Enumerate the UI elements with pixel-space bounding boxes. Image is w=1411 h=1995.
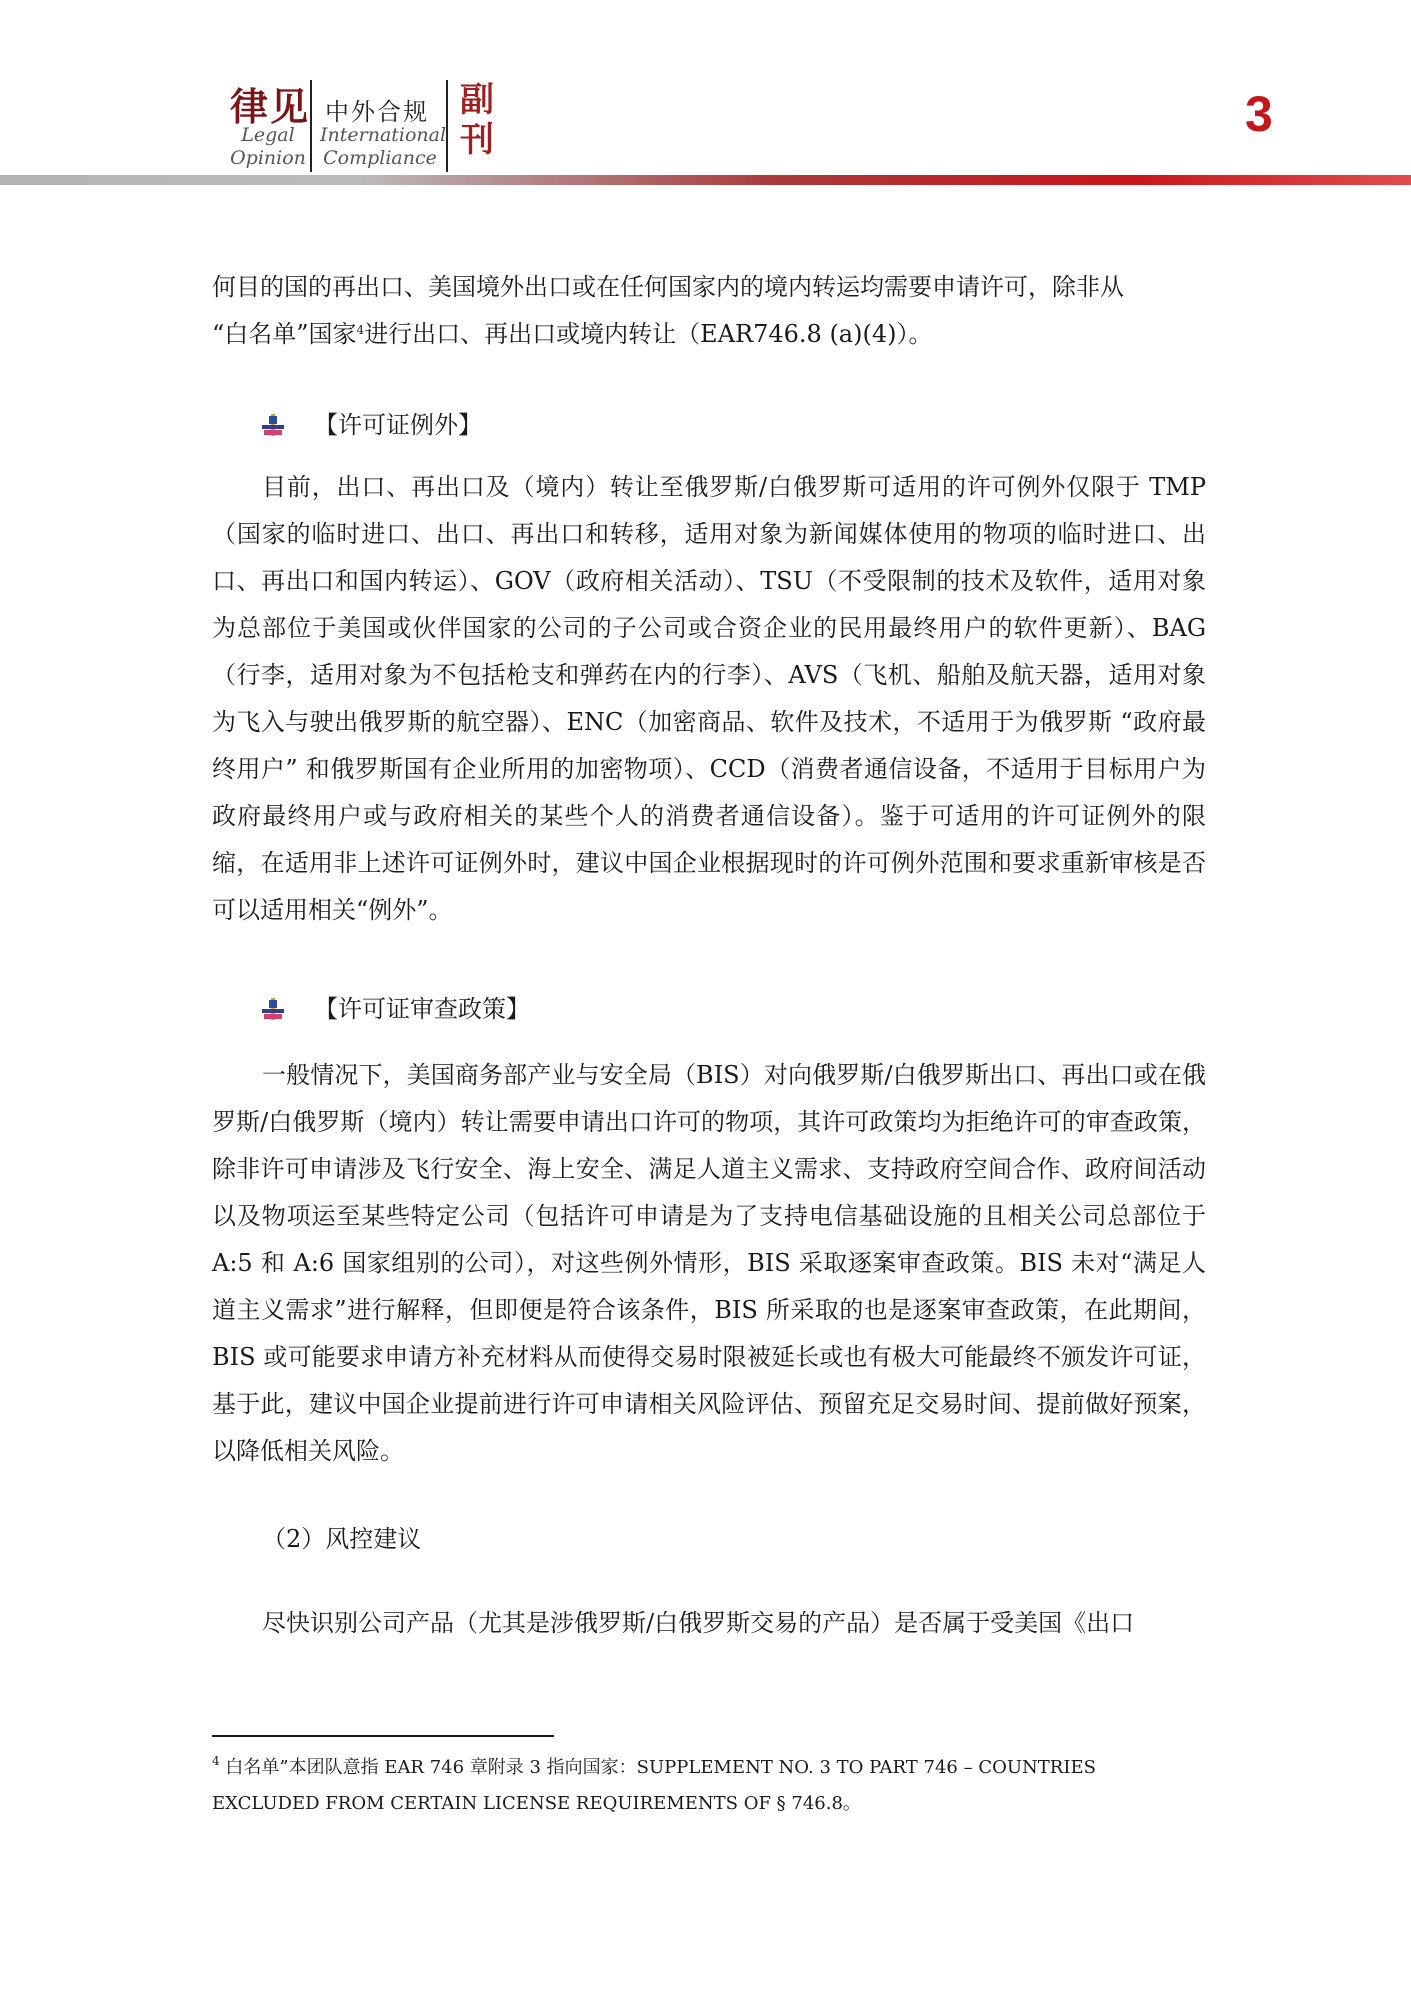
text-line: 进行出口、再出口或境内转让（EAR746.8 (a)(4)）。 (364, 320, 933, 348)
logo-international-compliance-cn: 中外合规 (325, 98, 429, 126)
page-number: 3 (1245, 86, 1273, 142)
heading-text: 【许可证审查政策】 (314, 995, 530, 1023)
paragraph-text: 目前，出口、再出口及（境内）转让至俄罗斯/白俄罗斯可适用的许可例外仅限于 TMP（国家的临时进口、出口、再出口和转移，适用对象为新闻媒体使用的物项的临时进口、出口、再出口和国内转运）、GOV（政府相关活动）、TSU（不受限制的技术及软件，适用对象为总部位于美国或伙伴国家的公司的子公司或合资企业的民用最终用户的软件更新）、BAG（行李，适用对象为不包括枪支和弹药在内的行李）、AVS（飞机、船舶及航天器，适用对象为飞入与驶出俄罗斯的航空器）、ENC（加密商品、软件及技术，不适用于为俄罗斯 “政府最终用户” 和俄罗斯国有企业所用的加密物项）、CCD（消费者通信设备，不适用于目标用户为政府最终用户或与政府相关的某些个人的消费者通信设备）。鉴于可适用的许可证例外的限缩，在适用非上述许可证例外时，建议中国企业根据现时的许可例外范围和要求重新审核是否可以适用相关“例外”。 (212, 473, 1206, 924)
text-line: 何目的国的再出口、美国境外出口或在任何国家内的境内转运均需要申请许可，除非从 (212, 273, 1124, 301)
paragraph-text: 一般情况下，美国商务部产业与安全局（BIS）对向俄罗斯/白俄罗斯出口、再出口或在俄罗斯/白俄罗斯（境内）转让需要申请出口许可的物项，其许可政策均为拒绝许可的审查政策，除非许可申请涉及飞行安全、海上安全、满足人道主义需求、支持政府空间合作、政府间活动以及物项运至某些特定公司（包括许可申请是为了支持电信基础设施的且相关公司总部位于 A:5 和 A:6 国家组别的公司），对这些例外情形，BIS 采取逐案审查政策。BIS 未对“满足人道主义需求”进行解释，但即便是符合该条件，BIS 所采取的也是逐案审查政策，在此期间，BIS 或可能要求申请方补充材料从而使得交易时限被延长或也有极大可能最终不颁发许可证，基于此，建议中国企业提前进行许可申请相关风险评估、预留充足交易时间、提前做好预案，以降低相关风险。 (212, 1061, 1206, 1465)
paragraph-text: 尽快识别公司产品（尤其是涉俄罗斯/白俄罗斯交易的产品）是否属于受美国《出口 (262, 1609, 1135, 1637)
heading-text: 【许可证例外】 (314, 411, 482, 439)
paragraph-continuation (212, 264, 1206, 358)
logo-international-compliance-en (320, 124, 447, 170)
logo-en-word: Opinion (230, 147, 306, 169)
logo-legal-opinion-cn: 律见 (230, 84, 311, 129)
paragraph-review-policy (212, 1052, 1206, 1475)
header-rule (0, 175, 1411, 185)
text-line: “白名单”国家 (212, 320, 357, 348)
footnote-marker: 4 (212, 1754, 220, 1768)
section-heading-license-exceptions (262, 402, 482, 449)
logo-divider (310, 80, 312, 172)
subsection-heading: （2）风控建议 (262, 1525, 422, 1553)
logo-supplement-cn: 副刊 (460, 80, 494, 160)
footnote-separator (212, 1735, 554, 1737)
logo-en-word: Legal (241, 124, 295, 146)
logo-en-word: International (320, 124, 447, 146)
paragraph-risk-advice (212, 1600, 1206, 1647)
logo-en-word: Compliance (323, 147, 437, 169)
footnote (212, 1750, 1206, 1822)
logo-divider (446, 80, 448, 172)
paragraph-license-exceptions (212, 464, 1206, 934)
bullet-arrow-icon (262, 414, 284, 436)
page-header (0, 0, 1411, 190)
bullet-arrow-icon (262, 998, 284, 1020)
footnote-text: 白名单”本团队意指 EAR 746 章附录 3 指向国家：SUPPLEMENT NO. 3 TO PART 746 – COUNTRIES EXCLUDED FROM CERTAIN LICENSE REQUIREMENTS OF § 746.8。 (212, 1757, 1096, 1814)
logo-legal-opinion-en (228, 124, 308, 170)
footnote-ref: 4 (356, 323, 365, 337)
section-heading-review-policy (262, 986, 530, 1033)
paragraph-text (212, 264, 1206, 358)
